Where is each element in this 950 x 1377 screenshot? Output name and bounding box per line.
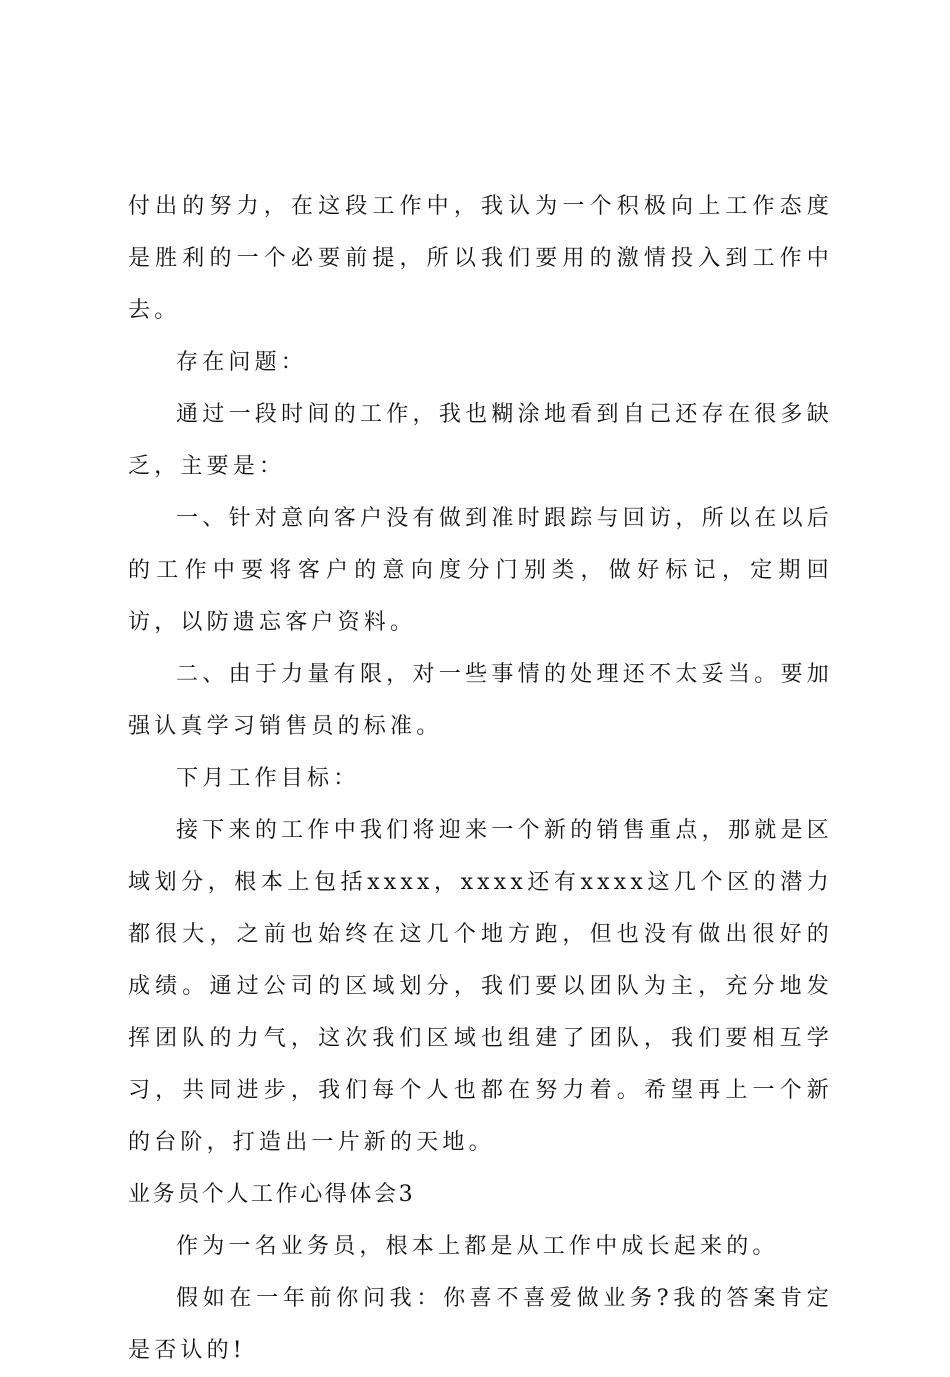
section-title: 业务员个人工作心得体会3 xyxy=(128,1182,416,1207)
document-body xyxy=(128,181,833,1377)
paragraph-section-question: 假如在一年前你问我：你喜不喜爱做业务?我的答案肯定是否认的! xyxy=(128,1286,833,1363)
paragraph-issue-two: 二、由于力量有限，对一些事情的处理还不太妥当。要加强认真学习销售员的标准。 xyxy=(128,662,833,739)
paragraph-issue-one: 一、针对意向客户没有做到准时跟踪与回访，所以在以后的工作中要将客户的意向度分门别类，做好标记，定期回访，以防遗忘客户资料。 xyxy=(128,506,833,635)
paragraph-shortcomings-intro: 通过一段时间的工作，我也糊涂地看到自己还存在很多缺乏，主要是： xyxy=(128,402,833,479)
heading-next-month-goals: 下月工作目标： xyxy=(176,766,360,791)
heading-existing-problems: 存在问题： xyxy=(176,350,308,375)
paragraph-next-month-plan: 接下来的工作中我们将迎来一个新的销售重点，那就是区域划分，根本上包括xxxx，xxxx还有xxxx这几个区的潜力都很大，之前也始终在这几个地方跑，但也没有做出很好的成绩。通过公司的区域划分，我们要以团队为主，充分地发挥团队的力气，这次我们区域也组建了团队，我们要相互学习，共同进步，我们每个人也都在努力着。希望再上一个新的台阶，打造出一片新的天地。 xyxy=(128,818,833,1155)
paragraph-continuation: 付出的努力，在这段工作中，我认为一个积极向上工作态度是胜利的一个必要前提，所以我们要用的激情投入到工作中去。 xyxy=(128,194,833,323)
paragraph-section-intro: 作为一名业务员，根本上都是从工作中成长起来的。 xyxy=(176,1234,779,1259)
